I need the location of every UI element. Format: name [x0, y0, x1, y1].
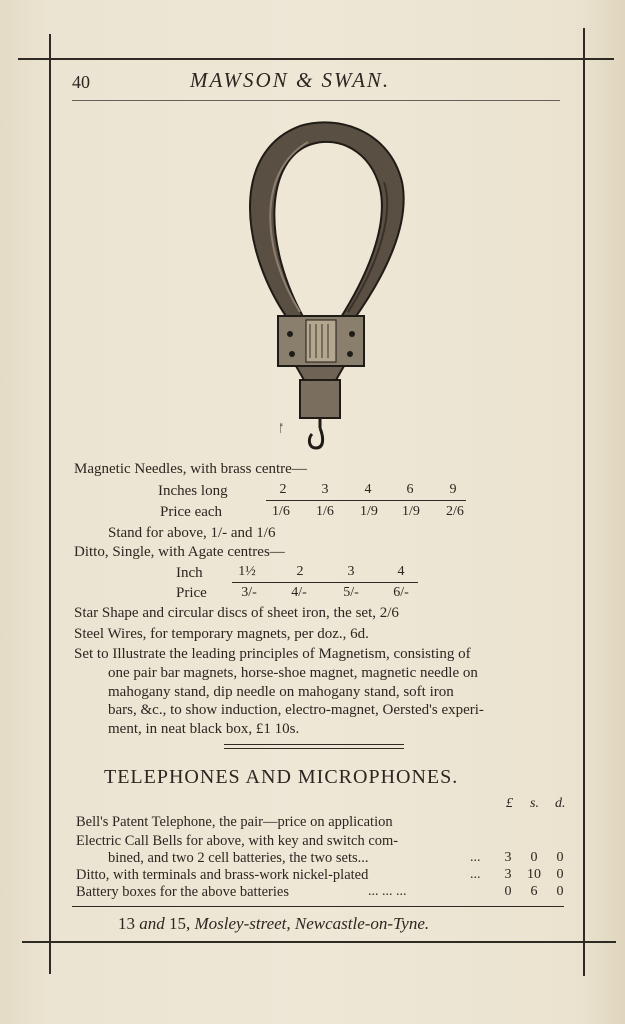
leader-dots: ...	[470, 850, 481, 865]
set-line: bars, &c., to show induction, electro-magnet, Oersted's experi-	[108, 702, 484, 718]
telephones-heading: TELEPHONES AND MICROPHONES.	[104, 766, 459, 788]
leader-dots: ... ... ...	[368, 884, 407, 899]
telephone-line: Battery boxes for the above batteries	[76, 884, 289, 900]
needles-stand: Stand for above, 1/- and 1/6	[108, 525, 276, 541]
single-price: 6/-	[393, 585, 409, 600]
needles-price: 1/6	[272, 504, 290, 519]
footer-address	[118, 914, 429, 934]
header-underline	[72, 100, 560, 101]
telephone-line: bined, and two 2 cell batteries, the two sets...	[108, 850, 369, 866]
footer-street: Mosley-street,	[194, 914, 291, 933]
section-divider	[224, 744, 404, 745]
price-pounds: 3	[504, 850, 512, 865]
magnet-illustration	[220, 112, 420, 457]
needles-inch: 9	[449, 482, 457, 497]
top-border	[18, 58, 614, 60]
single-inch: 2	[296, 564, 304, 579]
price-shillings: 0	[530, 850, 538, 865]
needles-table-rule	[266, 500, 466, 501]
needles-inch: 2	[279, 482, 287, 497]
set-line: one pair bar magnets, horse-shoe magnet, magnetic needle on	[108, 665, 478, 681]
footer-number-2: 15,	[169, 914, 191, 933]
price-pence: 0	[556, 850, 564, 865]
leader-dots: ...	[470, 867, 481, 882]
needles-inch: 4	[364, 482, 372, 497]
needles-inches-label: Inches long	[158, 483, 228, 499]
needles-price: 2/6	[446, 504, 464, 519]
single-price: 5/-	[343, 585, 359, 600]
pence-column-header: d.	[555, 796, 566, 811]
footer-and: and	[139, 914, 165, 933]
price-pounds: 0	[504, 884, 512, 899]
running-title: MAWSON & SWAN.	[190, 68, 391, 92]
single-price: 4/-	[291, 585, 307, 600]
single-price: 3/-	[241, 585, 257, 600]
needles-inch: 6	[406, 482, 414, 497]
left-border	[49, 34, 51, 974]
needles-inch: 3	[321, 482, 329, 497]
price-shillings: 10	[527, 867, 541, 882]
section-divider	[224, 748, 404, 749]
price-pounds: 3	[504, 867, 512, 882]
set-line: Set to Illustrate the leading principles of Magnetism, consisting of	[74, 646, 471, 662]
pounds-column-header: £	[506, 796, 513, 811]
needles-price: 1/9	[402, 504, 420, 519]
single-table-rule	[232, 582, 418, 583]
svg-text:ᚩ: ᚩ	[278, 422, 285, 435]
telephone-line: Bell's Patent Telephone, the pair—price on application	[76, 814, 393, 830]
set-line: ment, in neat black box, £1 10s.	[108, 721, 300, 737]
single-price-label: Price	[176, 585, 207, 601]
set-line: mahogany stand, dip needle on mahogany stand, soft iron	[108, 684, 454, 700]
footer-city: Newcastle-on-Tyne.	[294, 914, 430, 933]
right-border	[583, 28, 585, 976]
needles-price: 1/6	[316, 504, 334, 519]
telephone-line: Ditto, with terminals and brass-work nickel-plated	[76, 867, 369, 883]
telephone-line: Electric Call Bells for above, with key and switch com-	[76, 833, 399, 849]
single-inch-label: Inch	[176, 565, 203, 581]
needles-price: 1/9	[360, 504, 378, 519]
price-pence: 0	[556, 867, 564, 882]
price-shillings: 6	[530, 884, 538, 899]
footer-rule	[72, 906, 564, 907]
single-inch: 3	[347, 564, 355, 579]
shillings-column-header: s.	[530, 796, 539, 811]
needles-price-label: Price each	[160, 504, 223, 520]
bottom-border	[22, 941, 616, 943]
single-inch: 1½	[238, 564, 256, 579]
needles-title: Magnetic Needles, with brass centre—	[74, 461, 307, 477]
single-title: Ditto, Single, with Agate centres—	[74, 544, 285, 560]
star-discs-item: Star Shape and circular discs of sheet iron, the set, 2/6	[74, 605, 399, 621]
steel-wires-item: Steel Wires, for temporary magnets, per doz., 6d.	[74, 626, 369, 642]
price-pence: 0	[556, 884, 564, 899]
page-number: 40	[72, 72, 90, 92]
single-inch: 4	[397, 564, 405, 579]
footer-number: 13	[118, 914, 135, 933]
